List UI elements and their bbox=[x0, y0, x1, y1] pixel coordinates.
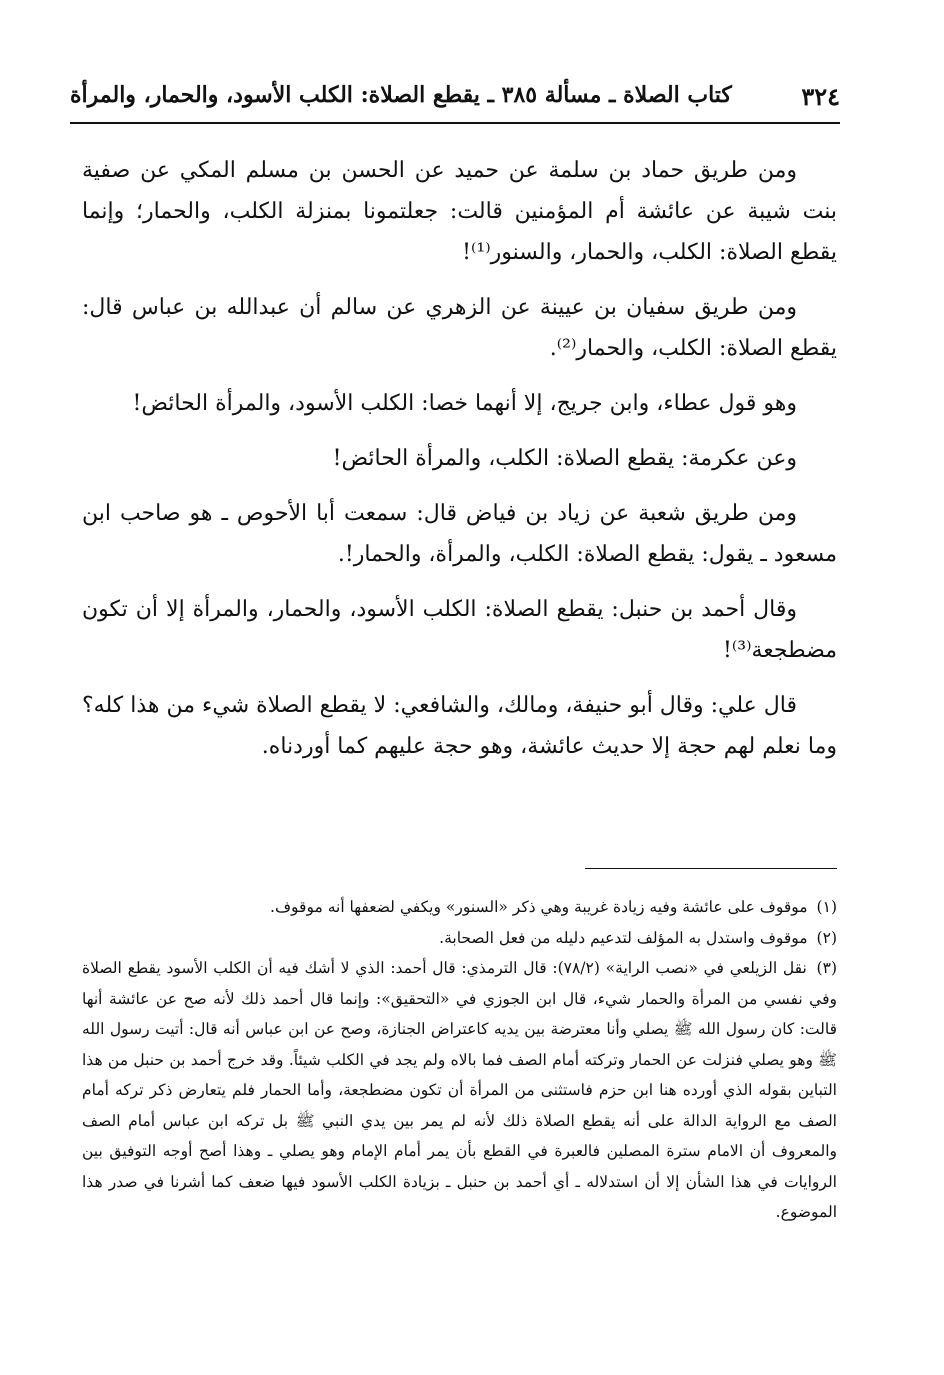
footnote-2 bbox=[82, 923, 837, 954]
footnote-text: موقوف واستدل به المؤلف لتدعيم دليله من فعل الصحابة. bbox=[439, 928, 808, 947]
footnote-text: موقوف على عائشة وفيه زيادة غريبة وهي ذكر «السنور» ويكفي لضعفها أنه موقوف. bbox=[270, 898, 808, 916]
paragraph: وقال أحمد بن حنبل: يقطع الصلاة: الكلب الأسود، والحمار، والمرأة إلا أن تكون مضطجعة⁽³⁾! bbox=[82, 597, 837, 663]
footnote-number: (٣) bbox=[816, 959, 837, 977]
footnote-text: نقل الزيلعي في «نصب الراية» (٧٨/٢): قال الترمذي: قال أحمد: الذي لا أشك فيه أن الكلب الأسود يقطع الصلاة وفي نفسي من المرأة والحمار شيء، قال ابن الجوزي في «التحقيق»: وإنما قال أحمد ذلك لأنه صح عن عائشة أنها قالت: كان رسول الله ﷺ يصلي وأنا معترضة بين يديه كاعتراض الجنازة، وصح عن ابن عباس أنه قال: أتيت رسول الله ﷺ وهو يصلي فنزلت عن الحمار وتركته أمام الصف فما بالاه ولم يجد في الكلب شيئاً. وقد خرج أحمد بن حنبل من هذا التباين بقوله الذي أورده هنا ابن حزم فاستثنى من المرأة أن تكون مضطجعة، وأما الحمار فلم يتعارض ذكر تركه أمام الصف مع الرواية الدالة على أنه يقطع الصلاة ذلك لأنه لم يمر بين يدي النبي ﷺ بل تركه ابن عباس أمام الصف والمعروف أن الامام سترة المصلين فالعبرة في القطع بأن يمر أمام الإمام وهو يصلي ـ وهذا أصح أوجه التوفيق بين الروايات في هذا الشأن إلا أن استدلاله ـ أي أحمد بن حنبل ـ بزيادة الكلب الأسود فيها ضعف كما أشرنا في صدر هذا الموضوع. bbox=[82, 959, 837, 1221]
paragraph: ومن طريق شعبة عن زياد بن فياض قال: سمعت أبا الأحوص ـ هو صاحب ابن مسعود ـ يقول: يقطع الصلاة: الكلب، والمرأة، والحمار!. bbox=[82, 501, 837, 567]
page-number: ٣٢٤ bbox=[801, 82, 840, 111]
paragraph: ومن طريق سفيان بن عيينة عن الزهري عن سالم أن عبدالله بن عباس قال: يقطع الصلاة: الكلب، والحمار⁽²⁾. bbox=[82, 295, 837, 361]
page-header bbox=[70, 78, 840, 118]
main-text bbox=[82, 150, 837, 781]
footnote-1 bbox=[82, 892, 837, 923]
running-title: كتاب الصلاة ـ مسألة ٣٨٥ ـ يقطع الصلاة: الكلب الأسود، والحمار، والمرأة bbox=[70, 82, 732, 108]
header-divider bbox=[70, 122, 840, 124]
footnote-number: (١) bbox=[816, 898, 837, 916]
paragraph: وعن عكرمة: يقطع الصلاة: الكلب، والمرأة الحائض! bbox=[332, 446, 797, 471]
paragraph: ومن طريق حماد بن سلمة عن حميد عن الحسن بن مسلم المكي عن صفية بنت شيبة عن عائشة أم المؤمنين قالت: جعلتمونا بمنزلة الكلب، والحمار؛ وإنما يقطع الصلاة: الكلب، والحمار، والسنور⁽¹⁾! bbox=[82, 158, 837, 265]
footnote-divider bbox=[585, 868, 837, 869]
paragraph: قال علي: وقال أبو حنيفة، ومالك، والشافعي: لا يقطع الصلاة شيء من هذا كله؟ وما نعلم لهم حجة إلا حديث عائشة، وهو حجة عليهم كما أوردناه. bbox=[82, 693, 837, 759]
footnotes bbox=[82, 892, 837, 1228]
paragraph: وهو قول عطاء، وابن جريج، إلا أنهما خصا: الكلب الأسود، والمرأة الحائض! bbox=[132, 391, 797, 416]
footnote-3 bbox=[82, 953, 837, 1228]
footnote-number: (٢) bbox=[816, 928, 837, 947]
